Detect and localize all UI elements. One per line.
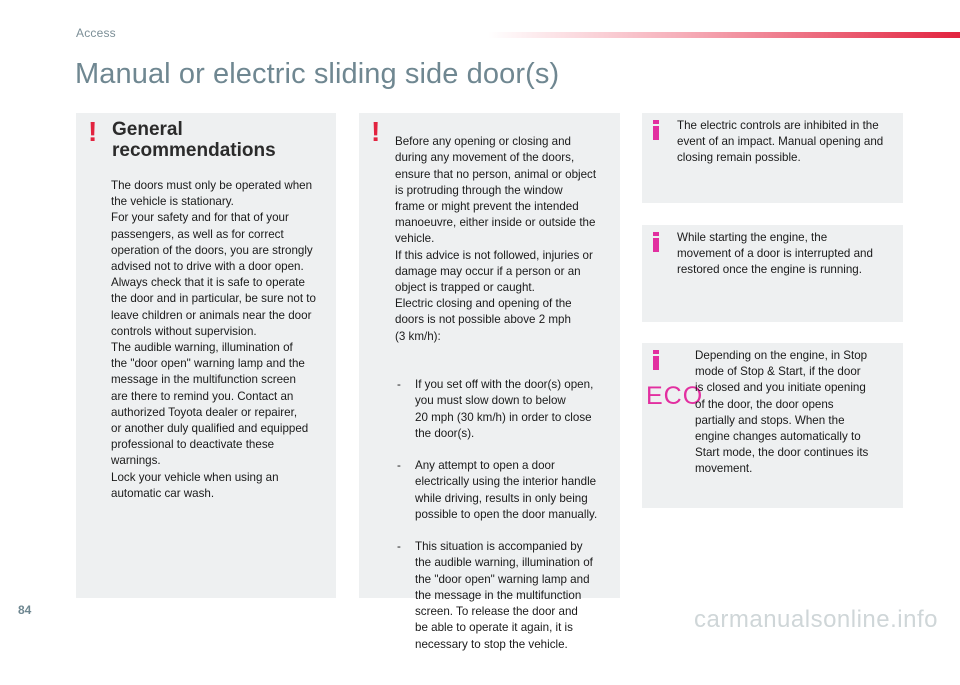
header-accent-bar — [488, 32, 960, 38]
stop-start-info-text: Depending on the engine, in Stop mode of Stop & Start, if the door is closed and you initiate opening of the door, the door opens partially and stops. When the engine changes automatically to Start mode, the door continues its movement. — [695, 349, 869, 476]
door-safety-list — [395, 361, 617, 669]
warning-exclamation-icon: ! — [88, 116, 98, 147]
list-item: - Any attempt to open a door electrically using the interior handle while driving, results in only being possible to open the door manually. — [395, 458, 617, 523]
info-icon — [652, 120, 660, 140]
heading-line: recommendations — [112, 140, 276, 161]
page-title: Manual or electric sliding side door(s) — [75, 58, 560, 90]
list-item: - If you set off with the door(s) open, you must slow down to below 20 mph (30 km/h) in order to close the door(s). — [395, 377, 617, 442]
heading-line: General — [112, 119, 183, 140]
watermark: carmanualsonline.info — [694, 606, 938, 633]
info-icon — [652, 350, 660, 370]
door-safety-text — [395, 118, 617, 685]
list-item: - This situation is accompanied by the audible warning, illumination of the "door open" warning lamp and the message in the multifunction screen. To release the door and be able to operate it again, it is necessary to stop the vehicle. — [395, 539, 617, 652]
section-label: Access — [76, 26, 116, 40]
impact-info-text: The electric controls are inhibited in the event of an impact. Manual opening and closing remain possible. — [677, 119, 884, 165]
box-heading — [112, 119, 276, 161]
engine-start-info-text: While starting the engine, the movement of a door is interrupted and restored once the engine is running. — [677, 231, 873, 277]
page-number: 84 — [18, 603, 32, 617]
door-safety-intro: Before any opening or closing and during any movement of the doors, ensure that no person, animal or object is protruding through the window frame or might prevent the intended manoeuvre, either inside or outside the vehicle. If this advice is not followed, injuries or damage may occur if a person or an object is trapped or caught. Electric closing and opening of the doors is not possible above 2 mph (3 km/h): — [395, 135, 597, 343]
info-icon — [652, 232, 660, 252]
general-recommendations-text: The doors must only be operated when the vehicle is stationary. For your safety and for that of your passengers, as well as for correct operation of the doors, you are strongly advised not to drive with a door open. Always check that it is safe to operate the door and in particular, be sure not to leave children or animals near the door controls without supervision. The audible warning, illumination of the "door open" warning lamp and the message in the multifunction screen are there to remind you. Contact an authorized Toyota dealer or repairer, or another duly qualified and equipped professional to deactivate these warnings. Lock your vehicle when using an automatic car wash. — [111, 179, 316, 500]
eco-icon: ECO — [646, 382, 704, 410]
warning-exclamation-icon: ! — [371, 116, 381, 147]
